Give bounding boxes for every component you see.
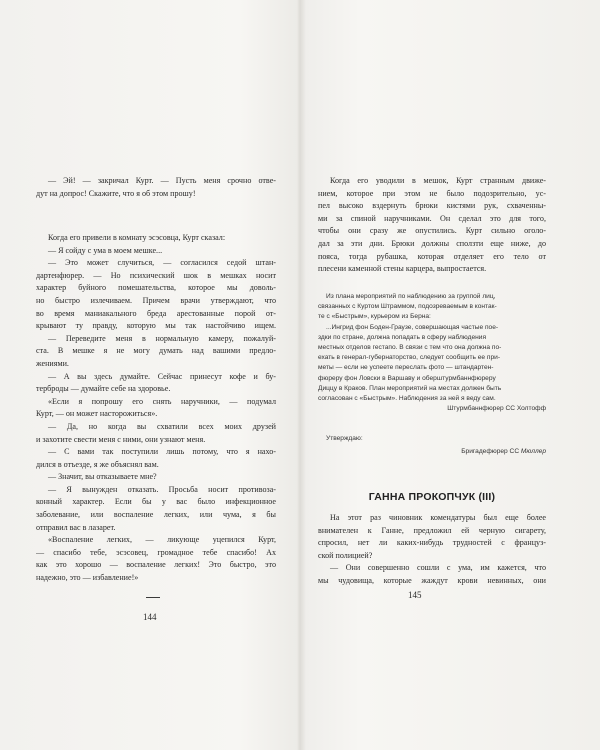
report-line: меты — если не успеете переслать фото — штандартен- <box>318 364 494 372</box>
text-line: пел высоко вздернуть брюки кистями рук, схваченны- <box>318 201 546 211</box>
report-line: здки по стране, должна попадать в сферу наблюдения <box>318 333 487 341</box>
report-signature: Штурмбаннфюрер СС Холтофф <box>447 405 546 413</box>
text-line: дут на допрос! Скажите, что я об этом прошу! <box>36 188 196 198</box>
text-line: внимателен к Ганне, предложил ей черную сигарету, <box>318 525 546 535</box>
left-opening-paragraph <box>36 175 276 200</box>
text-line: во время маниакального бреда арестованные порой от- <box>36 308 276 318</box>
text-line: ми за спиной наручниками. Он сделал это для того, <box>318 213 546 223</box>
text-line: На этот раз чиновник комендатуры был еще более <box>330 513 546 522</box>
text-line: дал за эти дни. Брюки должны сползти еще ниже, до <box>318 238 546 248</box>
text-line: чтобы они сразу же опустились. Курт сильно оголо- <box>318 226 546 236</box>
text-line: — Значит, вы отказываете мне? <box>48 472 157 482</box>
report-line: Диццу в Краков. План мероприятий на местах должен быть <box>318 384 502 392</box>
report-line: те с «Быстрым», курьером из Берна: <box>318 313 431 321</box>
text-line: крывают ту правду, которую мы так настойчиво ищем. <box>36 321 276 331</box>
report-line: фюреру фон Ловски в Варшаву и оберштурмбаннфюреру <box>318 374 496 382</box>
text-line: спросил, нет ли каких-нибудь трудностей с француз- <box>318 538 546 548</box>
text-line: Курт, — он может насторожиться». <box>36 409 158 419</box>
text-line: «Воспаление легких, — ликующе уцепился Курт, <box>48 535 276 545</box>
text-line: но быстро излечиваем. Причем врачи утверждают, что <box>36 295 276 305</box>
text-line: — Это может случиться, — согласился седой штан- <box>48 258 276 268</box>
text-line: Когда его привели в комнату эсэсовца, Курт сказал: <box>48 233 226 242</box>
text-line: «Если я попрошу его снять наручники, — подумал <box>48 396 276 406</box>
left-main-text <box>36 232 276 585</box>
chapter-text <box>318 512 546 588</box>
brigade-rank: Бригадефюрер СС <box>461 447 521 455</box>
report-line: местных отделов гестапо. В связи с тем что она должна по- <box>318 344 502 352</box>
text-line: конный характер. Если бы у вас было инфекционное <box>36 497 276 507</box>
text-line: — Они совершенно сошли с ума, им кажется, что <box>330 563 546 573</box>
report-line: Из плана мероприятий по наблюдению за группой лиц, <box>326 293 496 300</box>
text-line: мы чудовища, которые жаждут крови невинных, они <box>318 575 546 585</box>
page-number: 144 <box>143 612 157 622</box>
brigade-name: Мюллер <box>520 447 546 455</box>
report-line: связанных с Куртом Штраммом, подозреваемым в контак- <box>318 303 497 311</box>
chapter-title: ГАННА ПРОКОПЧУК (III) <box>368 491 496 503</box>
text-line: — С вами так поступили лишь потому, что я нахо- <box>48 447 276 457</box>
text-line: жениями. <box>36 358 69 368</box>
report-line: ...Ингрид фон Боден-Граузе, совершающая частые пое- <box>326 323 499 331</box>
text-line: отправил вас в лазарет. <box>36 522 116 532</box>
text-line: — Эй! — закричал Курт. — Пусть меня срочно отве- <box>48 176 276 185</box>
report-line: ехать в генерал-губернаторство, следует сообщить ее при- <box>318 354 501 362</box>
brigade-signature <box>318 447 546 457</box>
text-line: и захотите свести меня с ними, они узнают меня. <box>36 434 206 444</box>
text-line: дился в отъезде, я же объяснял вам. <box>36 459 159 469</box>
text-line: пояса, тогда рубашка, которая отделяет его тело от <box>318 251 546 261</box>
text-line: заболевание, или воспаление легких, или чума, я бы <box>36 510 276 520</box>
text-line: ста. В мешке я не могу думать над вашими предло- <box>36 346 276 356</box>
end-rule <box>146 597 160 598</box>
text-line: нием, которое при этом не было подозрительно, ус- <box>318 188 546 198</box>
page-number: 145 <box>408 590 422 600</box>
text-line: Когда его уводили в мешок, Курт странным движе- <box>330 176 546 185</box>
text-line: — Я вынужден отказать. Просьба носит противоза- <box>48 484 276 494</box>
approve-label: Утверждаю: <box>326 435 363 443</box>
text-line: — А вы здесь думайте. Сейчас принесут кофе и бу- <box>48 371 276 381</box>
text-line: надежно, это — избавление!» <box>36 573 139 583</box>
text-line: — спасибо тебе, эсэсовец, громадное тебе спасибо! Ах <box>36 547 276 557</box>
text-line: — Да, но когда вы схватили всех моих друзей <box>48 421 276 431</box>
text-line: ской полицией? <box>318 550 373 560</box>
text-line: терброды — думайте себе на здоровье. <box>36 384 171 394</box>
text-line: дартенфюрер. — Но психический шок в мешках носит <box>36 270 276 280</box>
right-opening-paragraph <box>318 175 546 276</box>
text-line: плесени каменной стены карцера, выпростается. <box>318 264 487 274</box>
text-line: как это хорошо — воспаление легких! Это быстро, это <box>36 560 276 570</box>
surveillance-report <box>318 292 546 457</box>
text-line: — Я сойду с ума в моем мешке... <box>48 245 163 255</box>
report-line: согласован с «Быстрым». Наблюдения за ней я веду сам. <box>318 395 496 403</box>
text-line: — Переведите меня в нормальную камеру, пожалуй- <box>48 333 276 343</box>
text-line: характер буйного помешательства, которое мы доволь- <box>36 283 276 293</box>
